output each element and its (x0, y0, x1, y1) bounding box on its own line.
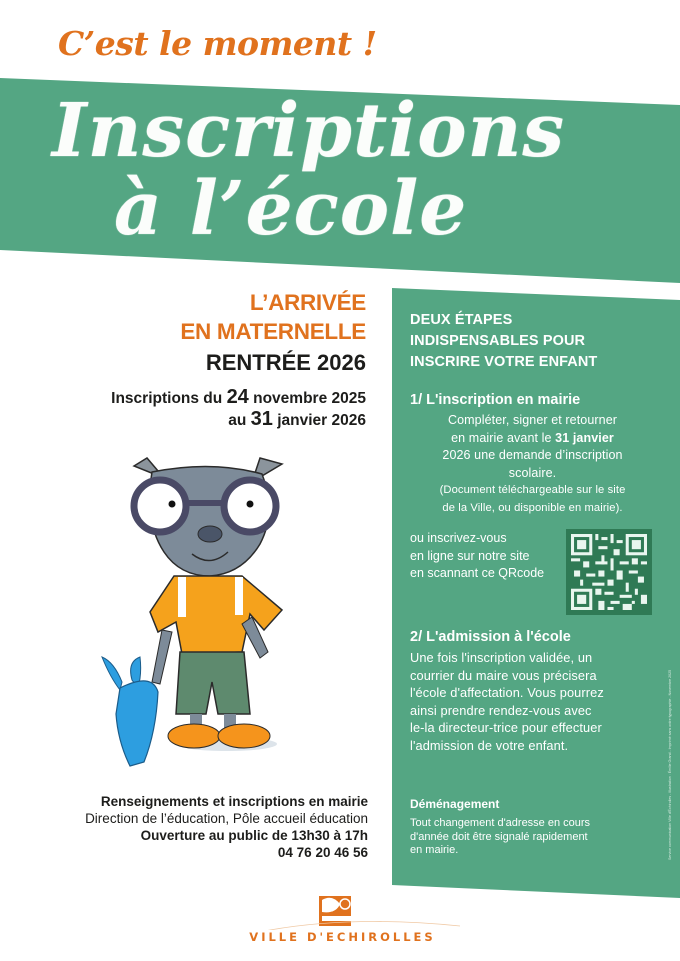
step1-note-2: de la Ville, ou disponible en mairie). (442, 501, 623, 514)
page-title (52, 88, 612, 252)
step1-title: 1/ L'inscription en mairie (410, 392, 581, 408)
step1-line-2-text: en mairie avant le (451, 430, 556, 445)
moving-text (410, 817, 660, 858)
step1-line-4: scolaire. (508, 465, 557, 480)
dates-line-2 (40, 409, 366, 431)
step2-line-2: courrier du maire vous précisera (410, 667, 597, 683)
title-line-2: à l’école (114, 166, 468, 252)
city-logo-icon (210, 890, 470, 930)
moving-title: Déménagement (410, 797, 500, 811)
mascot-illustration (92, 452, 292, 770)
rentree-heading: RENTRÉE 2026 (205, 350, 366, 375)
enrollment-info (40, 288, 366, 431)
moving-notice (410, 796, 660, 858)
online-line-3: en scannant ce QRcode (410, 566, 545, 580)
credits-text: Service communication Ville d'Échirolles - Illustration : Émilie Grand - Imprimé sans ordre typographie - Novembre 2025 (668, 669, 672, 860)
step1-line-3: 2026 une demande d’inscription (442, 448, 623, 462)
step2-line-1: Une fois l'inscription validée, un (410, 650, 593, 665)
step2-section (410, 628, 660, 754)
dates-line-1 (40, 387, 366, 409)
moving-line-1: Tout changement d'adresse en cours (410, 817, 591, 829)
step2-line-5: le-la directeur-trice pour effectuer (410, 720, 602, 735)
online-line-2: en ligne sur notre site (410, 548, 530, 563)
dates-prefix-2: au (228, 412, 251, 429)
phone-number: 04 76 20 46 56 (277, 845, 368, 860)
steps-panel-title (410, 310, 655, 373)
arrivee-line-2: EN MATERNELLE (180, 319, 366, 344)
step2-line-3: l'école d'affectation. Vous pourrez (410, 685, 604, 700)
step2-line-6: l'admission de votre enfant. (410, 737, 569, 753)
dates-suffix-1: novembre 2025 (248, 390, 366, 407)
arrivee-heading (40, 288, 366, 346)
end-day: 31 (250, 408, 273, 430)
step1-deadline: 31 janvier (555, 430, 614, 445)
opening-hours: Ouverture au public de 13h30 à 17h (140, 828, 368, 843)
step1-line-2 (410, 430, 655, 448)
contact-department: Direction de l’éducation, Pôle accueil éducation (85, 811, 368, 826)
arrivee-line-1: L’ARRIVÉE (249, 290, 366, 315)
step2-text (410, 649, 660, 754)
step2-line-4: ainsi prendre rendez-vous avec (410, 702, 592, 718)
dates-prefix-1: Inscriptions du (111, 390, 227, 407)
title-line-1: Inscriptions (52, 88, 566, 174)
panel-title-line-1: DEUX ÉTAPES (410, 312, 513, 328)
panel-title-line-2: INDISPENSABLES POUR (410, 333, 586, 349)
step1-text (410, 412, 655, 517)
city-logo (210, 890, 470, 950)
tagline: C’est le moment ! (58, 24, 377, 63)
enrollment-dates (40, 387, 366, 431)
qr-code-icon (571, 534, 647, 610)
city-logo-text: VILLE D'ECHIROLLES (249, 930, 436, 944)
step2-title: 2/ L'admission à l'école (410, 629, 571, 645)
moving-line-3: en mairie. (410, 844, 459, 856)
panel-title-line-3: INSCRIRE VOTRE ENFANT (410, 354, 598, 370)
contact-info (20, 793, 368, 861)
moving-line-2: d'année doit être signalé rapidement (410, 830, 588, 843)
online-line-1: ou inscrivez-vous (410, 531, 507, 545)
start-day: 24 (226, 386, 249, 408)
qr-code[interactable] (566, 529, 652, 615)
online-enrollment-text (410, 529, 568, 615)
dates-suffix-2: janvier 2026 (272, 412, 366, 429)
step1-note-1: (Document téléchargeable sur le site (439, 484, 626, 496)
contact-heading: Renseignements et inscriptions en mairie (100, 794, 368, 809)
step1-line-1: Compléter, signer et retourner (447, 413, 618, 427)
